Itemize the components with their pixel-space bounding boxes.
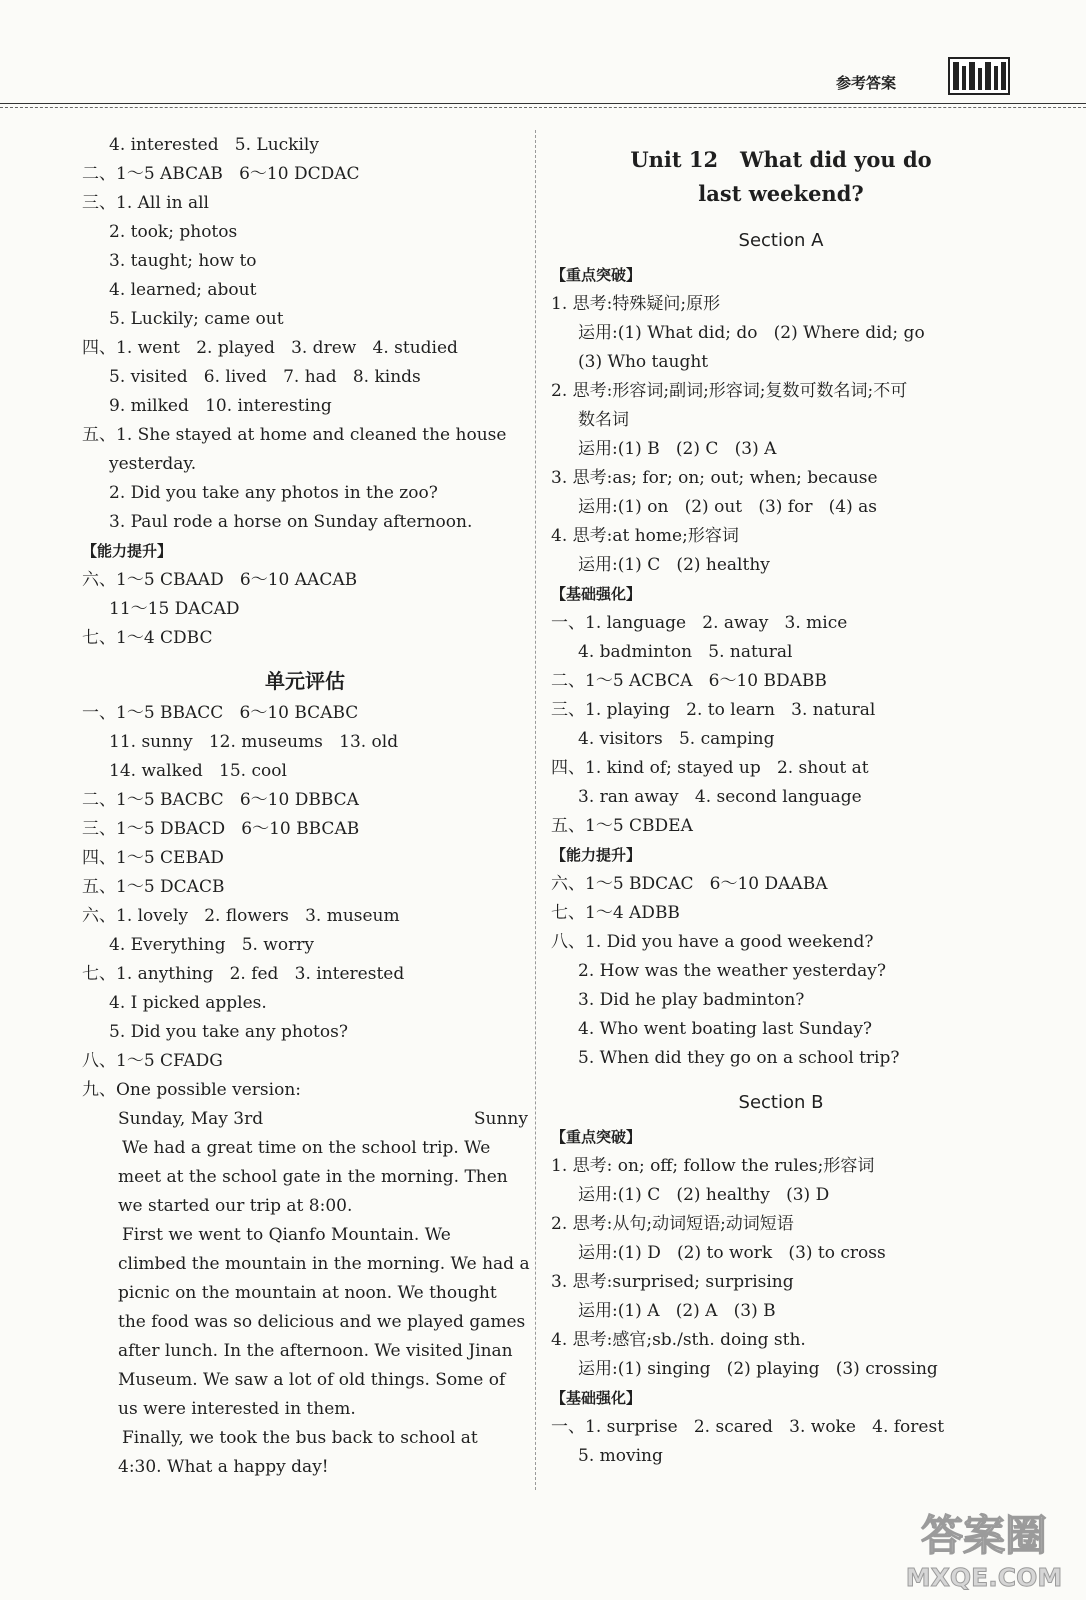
right-column xyxy=(551,131,1011,1471)
answer-line: 运用:(1) A (2) A (3) B xyxy=(578,1301,776,1321)
answer-line: 5. Luckily; came out xyxy=(109,309,284,329)
answer-line: 四、1～5 CEBAD xyxy=(82,848,224,868)
section-label: 【能力提升】 xyxy=(551,846,642,864)
answer-line: 2. How was the weather yesterday? xyxy=(578,961,886,981)
answer-line: 2. Did you take any photos in the zoo? xyxy=(109,483,438,503)
answer-line: 2. took; photos xyxy=(109,222,238,242)
diary-line: climbed the mountain in the morning. We had a xyxy=(118,1254,530,1274)
answer-line: 二、1～5 ACBCA 6～10 BDABB xyxy=(551,671,827,691)
answer-line: 八、1～5 CFADG xyxy=(82,1051,223,1071)
answer-line: 4. Everything 5. worry xyxy=(109,935,314,955)
watermark-main-text: 答案圈 xyxy=(920,1511,1048,1560)
unit-title-line2: last weekend? xyxy=(698,181,864,206)
answer-line: 八、1. Did you have a good weekend? xyxy=(551,932,874,952)
diary-line: Finally, we took the bus back to school at xyxy=(122,1428,478,1448)
watermark-logo xyxy=(892,1500,1078,1594)
diary-line: after lunch. In the afternoon. We visited Jinan xyxy=(118,1341,513,1361)
answer-line: 运用:(1) What did; do (2) Where did; go xyxy=(578,323,925,343)
section-label: 【基础强化】 xyxy=(551,585,642,603)
answer-line: 一、1. surprise 2. scared 3. woke 4. forest xyxy=(551,1417,945,1437)
answer-line: 一、1. language 2. away 3. mice xyxy=(551,613,848,633)
answer-line: 1. 思考: on; off; follow the rules;形容词 xyxy=(551,1156,875,1176)
answer-line: 4. interested 5. Luckily xyxy=(109,135,319,155)
answer-line: 1. 思考:特殊疑问;原形 xyxy=(551,294,721,314)
diary-line: meet at the school gate in the morning. Then xyxy=(118,1167,508,1187)
column-divider xyxy=(535,130,536,1490)
answer-line: 三、1. playing 2. to learn 3. natural xyxy=(551,700,876,720)
answer-line: 一、1～5 BBACC 6～10 BCABC xyxy=(82,703,359,723)
answer-line: 11～15 DACAD xyxy=(109,599,240,619)
section-label: 【重点突破】 xyxy=(551,1128,642,1146)
diary-line: Museum. We saw a lot of old things. Some of xyxy=(118,1370,506,1390)
section-label: 【基础强化】 xyxy=(551,1389,642,1407)
answer-line: 六、1. lovely 2. flowers 3. museum xyxy=(82,906,400,926)
answer-line: 运用:(1) singing (2) playing (3) crossing xyxy=(578,1359,938,1379)
answer-line: 9. milked 10. interesting xyxy=(109,396,332,416)
answer-line: 四、1. went 2. played 3. drew 4. studied xyxy=(82,338,458,358)
section-label: 【重点突破】 xyxy=(551,266,642,284)
answer-line: 七、1～4 CDBC xyxy=(82,628,213,648)
answer-line: 六、1～5 CBAAD 6～10 AACAB xyxy=(82,570,358,590)
answer-line: 五、1～5 CBDEA xyxy=(551,816,693,836)
answer-line: 二、1～5 ABCAB 6～10 DCDAC xyxy=(82,164,360,184)
answer-line: (3) Who taught xyxy=(578,352,709,372)
header-label: 参考答案 xyxy=(836,74,897,92)
answer-line: 五、1～5 DCACB xyxy=(82,877,225,897)
answer-line: 4. 思考:感官;sb./sth. doing sth. xyxy=(551,1330,806,1350)
section-b-title: Section B xyxy=(738,1092,824,1113)
diary-line: 4:30. What a happy day! xyxy=(118,1457,329,1477)
book-logo-icon xyxy=(948,56,1010,96)
answer-line: 14. walked 15. cool xyxy=(109,761,287,781)
answer-line: 运用:(1) C (2) healthy (3) D xyxy=(578,1185,830,1205)
answer-line: 四、1. kind of; stayed up 2. shout at xyxy=(551,758,869,778)
section-label: 【能力提升】 xyxy=(82,542,173,560)
answer-line: 5. visited 6. lived 7. had 8. kinds xyxy=(109,367,421,387)
answer-line: 运用:(1) on (2) out (3) for (4) as xyxy=(578,497,878,517)
answer-line: 七、1～4 ADBB xyxy=(551,903,680,923)
diary-line: the food was so delicious and we played games xyxy=(118,1312,526,1332)
answer-line: 二、1～5 BACBC 6～10 DBBCA xyxy=(82,790,359,810)
header-dashed-rule xyxy=(0,107,1086,108)
unit-title: Unit 12 What did you do xyxy=(630,147,932,172)
answer-line: 运用:(1) C (2) healthy xyxy=(578,555,770,575)
diary-date: Sunday, May 3rd xyxy=(118,1109,264,1129)
watermark-url-text: MXQE.COM xyxy=(905,1563,1063,1592)
answer-line: 4. visitors 5. camping xyxy=(578,729,775,749)
answer-line: 五、1. She stayed at home and cleaned the house xyxy=(82,425,507,445)
answer-line: 4. I picked apples. xyxy=(109,993,267,1013)
answer-line: 4. badminton 5. natural xyxy=(578,642,793,662)
answer-line: 运用:(1) D (2) to work (3) to cross xyxy=(578,1243,886,1263)
answer-line: 九、One possible version: xyxy=(82,1080,301,1100)
answer-line: 5. moving xyxy=(578,1446,663,1466)
answer-line: 三、1～5 DBACD 6～10 BBCAB xyxy=(82,819,360,839)
left-column xyxy=(82,131,528,1482)
answer-line: 3. Did he play badminton? xyxy=(578,990,805,1010)
answer-line: 3. 思考:surprised; surprising xyxy=(551,1272,794,1292)
answer-line: 5. Did you take any photos? xyxy=(109,1022,348,1042)
header-rule xyxy=(0,103,1086,104)
answer-line: 4. Who went boating last Sunday? xyxy=(578,1019,873,1039)
answer-line: 3. taught; how to xyxy=(109,251,257,271)
answer-line: 七、1. anything 2. fed 3. interested xyxy=(82,964,405,984)
diary-header xyxy=(82,1105,528,1134)
answer-line: 数名词 xyxy=(578,410,629,430)
answer-line: 11. sunny 12. museums 13. old xyxy=(109,732,399,752)
answer-line: 运用:(1) B (2) C (3) A xyxy=(578,439,777,459)
answer-line: 2. 思考:从句;动词短语;动词短语 xyxy=(551,1214,794,1234)
answer-line: 3. Paul rode a horse on Sunday afternoon. xyxy=(109,512,473,532)
answer-line: 2. 思考:形容词;副词;形容词;复数可数名词;不可 xyxy=(551,381,908,401)
diary-weather: Sunny xyxy=(473,1109,528,1129)
eval-title: 单元评估 xyxy=(265,669,345,693)
diary-line: We had a great time on the school trip. We xyxy=(122,1138,491,1158)
answer-line: 3. 思考:as; for; on; out; when; because xyxy=(551,468,878,488)
diary-line: us were interested in them. xyxy=(118,1399,356,1419)
answer-line: 三、1. All in all xyxy=(82,193,209,213)
answer-line: 4. learned; about xyxy=(109,280,257,300)
diary-line: First we went to Qianfo Mountain. We xyxy=(122,1225,451,1245)
answer-line: yesterday. xyxy=(109,454,197,474)
diary-line: picnic on the mountain at noon. We thought xyxy=(118,1283,497,1303)
answer-line: 六、1～5 BDCAC 6～10 DAABA xyxy=(551,874,828,894)
answer-line: 3. ran away 4. second language xyxy=(578,787,862,807)
diary-line: we started our trip at 8:00. xyxy=(118,1196,353,1216)
answer-line: 5. When did they go on a school trip? xyxy=(578,1048,900,1068)
section-a-title: Section A xyxy=(738,230,824,251)
answer-line: 4. 思考:at home;形容词 xyxy=(551,526,739,546)
